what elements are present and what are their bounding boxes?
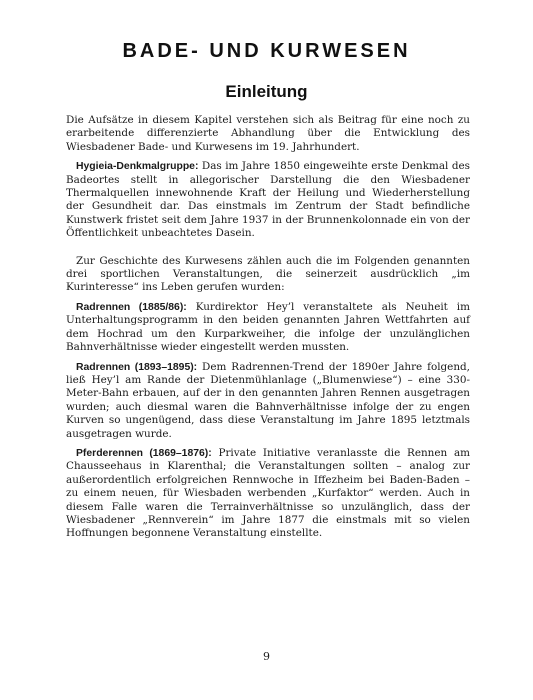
paragraph-hygieia bbox=[66, 160, 470, 240]
page-title: BADE- UND KURWESEN bbox=[122, 40, 411, 62]
paragraph-pferderennen bbox=[66, 447, 470, 541]
term-radrennen-2: Radrennen (1893–1895): bbox=[76, 361, 198, 373]
term-hygieia: Hygieia-Denkmalgruppe: bbox=[76, 161, 199, 173]
text-radrennen-1: Kurdirektor Hey’l veranstaltete als Neuheit im Unterhaltungsprogramm in den beiden genannten Jahren Wettfahrten auf dem Hochrad um den Kurparkweiher, die infolge der unzulänglichen Bahnverhältnisse wieder eingestellt werden mussten. bbox=[66, 300, 470, 354]
text-pferderennen: Private Initiative veranlasste die Rennen am Chausseehaus in Klarenthal; die Veranstaltungen sollten – analog zur außerordentlich erfolgreichen Rennwoche in Iffezheim bei Baden-Baden – zu einem neuen, für Wiesbaden werbenden „Kurfaktor“ werden. Auch in diesem Falle waren die Terrainverhältnisse so unzulänglich, dass der Wiesbadener „Rennverein“ im Jahre 1877 die einstmals mit so vielen Hoffnungen begonnene Veranstaltung einstellte. bbox=[66, 446, 470, 540]
page-number: 9 bbox=[263, 650, 270, 663]
text-radrennen-2: Dem Radrennen-Trend der 1890er Jahre folgend, ließ Hey’l am Rande der Dietenmühlanlage („Blumenwiese“) – eine 330-Meter-Bahn erbauen, auf der in den genannten Jahren Rennen ausgetragen wurden; auch diesmal waren die Bahnverhältnisse infolge der zu engen Kurven so ungenügend, dass diese Veranstaltung im Jahre 1895 letztmals ausgetragen wurde. bbox=[66, 360, 470, 440]
section-heading: Einleitung bbox=[225, 82, 308, 101]
term-radrennen-1: Radrennen (1885/86): bbox=[76, 301, 187, 313]
body-text bbox=[66, 114, 470, 547]
paragraph-sport-intro: Zur Geschichte des Kurwesens zählen auch die im Folgenden genannten drei sportlichen Veranstaltungen, die seinerzeit ausdrücklich „im Kurinteresse“ ins Leben gerufen wurden: bbox=[66, 254, 470, 294]
paragraph-radrennen-1 bbox=[66, 301, 470, 355]
text-hygieia: Das im Jahre 1850 eingeweihte erste Denkmal des Badeortes stellt in allegorischer Darstellung die den Wiesbadener Thermalquellen innewohnende Kraft der Heilung und Wiederherstellung der Gesundheit dar. Das einstmals im Zentrum der Stadt befindliche Kunstwerk fristet seit dem Jahre 1937 in der Brunnenkolonnade ein von der Öffentlichkeit unbeachtetes Dasein. bbox=[66, 160, 470, 240]
intro-paragraph: Die Aufsätze in diesem Kapitel verstehen sich als Beitrag für eine noch zu erarbeitende differenzierte Abhandlung über die Entwicklung des Wiesbadener Bade- und Kurwesens im 19. Jahrhundert. bbox=[66, 114, 470, 153]
paragraph-radrennen-2 bbox=[66, 361, 470, 441]
term-pferderennen: Pferderennen (1869–1876): bbox=[76, 447, 212, 459]
